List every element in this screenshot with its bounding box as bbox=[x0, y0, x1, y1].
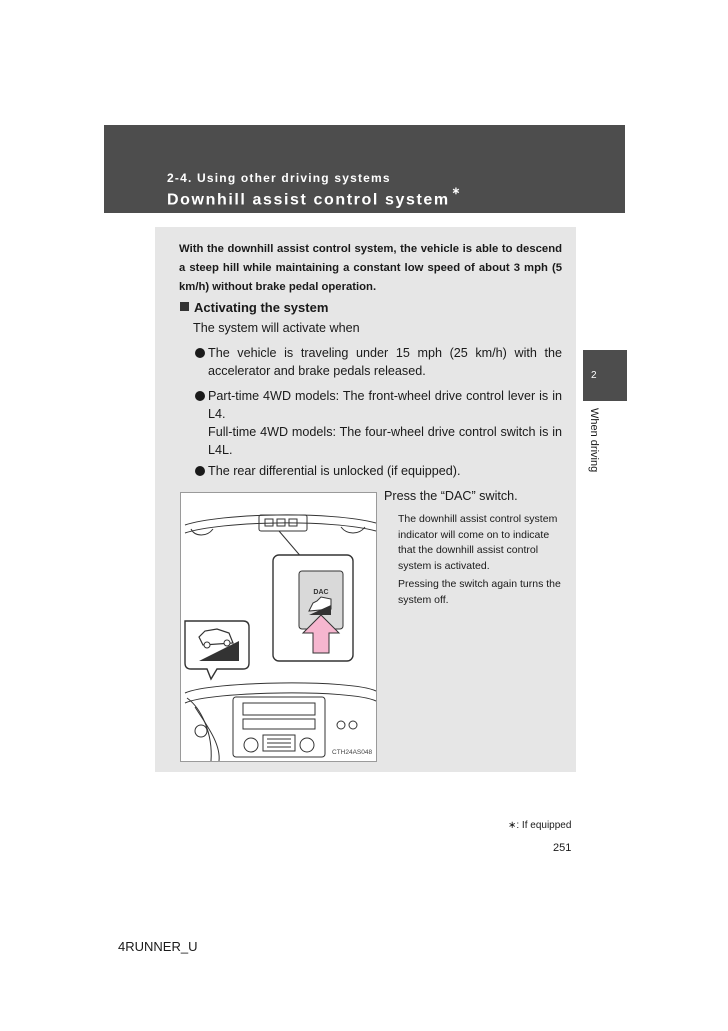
intro-paragraph: With the downhill assist control system, the vehicle is able to descend a steep hill while maintaining a constant low speed of about 3 mph (5 km/h) without brake pedal operation. bbox=[179, 243, 562, 293]
activating-heading bbox=[180, 300, 328, 315]
condition-part-time: Part-time 4WD models: The front-wheel drive control lever is in L4. bbox=[208, 389, 562, 421]
dashboard-drawing bbox=[181, 493, 378, 763]
illustration-code: CTH24AS048 bbox=[332, 749, 373, 756]
page-title bbox=[167, 186, 462, 209]
document-code: 4RUNNER_U bbox=[118, 939, 198, 954]
page-title-text: Downhill assist control system bbox=[167, 191, 450, 209]
bullet-dot-icon bbox=[195, 391, 205, 401]
chapter-label: When driving bbox=[588, 408, 600, 473]
chapter-number: 2 bbox=[591, 370, 597, 381]
bullet-dot-icon bbox=[195, 348, 205, 358]
condition-text bbox=[208, 387, 562, 459]
condition-text: The vehicle is traveling under 15 mph (25 km/h) with the accelerator and brake pedals released. bbox=[208, 346, 562, 378]
condition-item bbox=[195, 462, 562, 480]
dac-switch-label: DAC bbox=[313, 589, 329, 596]
instruction-paragraph: Pressing the switch again turns the system off. bbox=[398, 578, 561, 606]
square-bullet-icon bbox=[180, 302, 189, 311]
bullet-dot-icon bbox=[195, 466, 205, 476]
condition-text: The rear differential is unlocked (if equipped). bbox=[208, 464, 461, 478]
dashboard-illustration bbox=[180, 492, 377, 762]
activating-lead: The system will activate when bbox=[193, 321, 360, 335]
if-equipped-mark: ∗ bbox=[451, 186, 462, 197]
page-number: 251 bbox=[553, 842, 572, 854]
footnote: ∗: If equipped bbox=[508, 820, 572, 831]
condition-item bbox=[195, 387, 562, 459]
chapter-tab bbox=[583, 350, 627, 401]
activating-heading-text: Activating the system bbox=[194, 300, 329, 315]
instruction-title: Press the “DAC” switch. bbox=[384, 489, 518, 503]
condition-full-time: Full-time 4WD models: The four-wheel drive control switch is in L4L. bbox=[208, 425, 562, 457]
condition-item bbox=[195, 344, 562, 380]
instruction-paragraph: The downhill assist control system indicator will come on to indicate that the downhill assist control system is activated. bbox=[398, 513, 558, 572]
section-label: 2-4. Using other driving systems bbox=[167, 171, 391, 185]
